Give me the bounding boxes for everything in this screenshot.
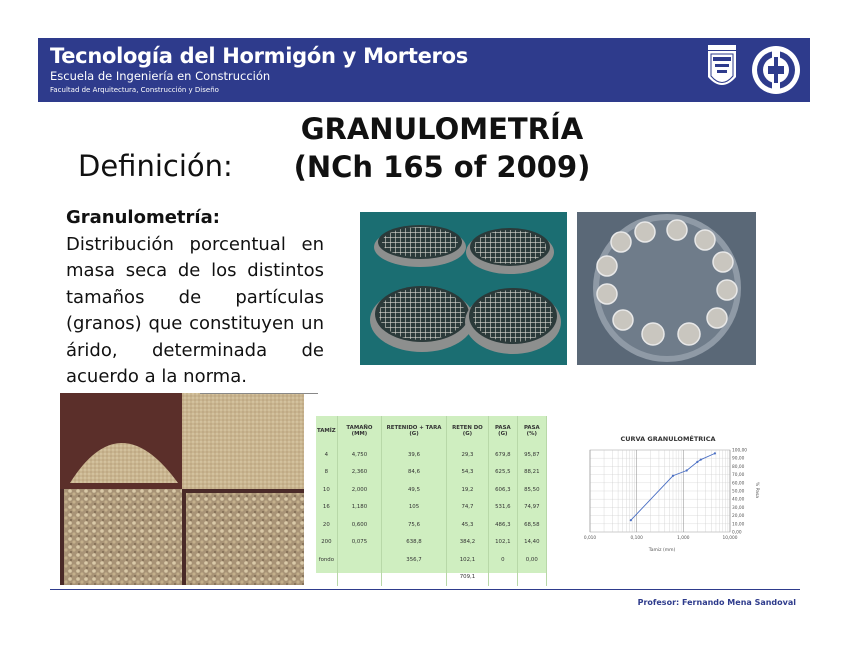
y-tick-label: 80,00 — [732, 464, 745, 470]
table-cell: 14,40 — [517, 534, 546, 552]
school-emblem-logo — [750, 43, 802, 97]
table-cell: 29,3 — [446, 446, 488, 464]
table-cell — [337, 569, 381, 587]
table-cell: 356,7 — [382, 551, 447, 569]
sample-tray-photo — [577, 212, 756, 365]
granulometry-table — [316, 416, 547, 581]
table-cell: 49,5 — [382, 481, 447, 499]
table-row — [316, 499, 547, 517]
data-point — [686, 469, 688, 471]
y-tick-label: 40,00 — [732, 497, 745, 503]
table-row — [316, 569, 547, 587]
data-point — [700, 459, 702, 461]
header-retenido-tara: RETENIDO + TARA (G) — [382, 416, 447, 446]
data-point — [714, 452, 716, 454]
y-tick-label: 70,00 — [732, 473, 745, 479]
title-line-2: (NCh 165 of 2009) — [293, 150, 591, 184]
school-name: Escuela de Ingeniería en Construcción — [50, 69, 271, 83]
definition-text: Distribución porcentual en masa seca de los distintos tamaños de partículas (granos) que constituyen un árido, determinada de acuerdo a la norma. — [66, 233, 324, 387]
y-tick-label: 0,00 — [732, 530, 742, 536]
chart-x-label: Tamiz (mm) — [648, 548, 676, 553]
x-tick-label: 0,010 — [583, 536, 597, 541]
table-cell: 88,21 — [517, 464, 546, 482]
table-cell: 638,8 — [382, 534, 447, 552]
table-header-row — [316, 416, 547, 446]
table-cell — [337, 551, 381, 569]
data-point — [672, 475, 674, 477]
table-cell — [489, 569, 518, 587]
table-cell: 606,3 — [489, 481, 518, 499]
y-tick-label: 10,00 — [732, 522, 745, 528]
chart-x-ticks — [584, 535, 738, 541]
table-row — [316, 516, 547, 534]
table-cell: fondo — [316, 551, 337, 569]
table-cell — [382, 569, 447, 587]
table-cell: 16 — [316, 499, 337, 517]
university-shield-logo — [704, 43, 740, 97]
table-cell: 200 — [316, 534, 337, 552]
table-cell: 2,360 — [337, 464, 381, 482]
chart-title: CURVA GRANULOMÉTRICA — [620, 435, 716, 443]
table-cell: 105 — [382, 499, 447, 517]
header-tamano: TAMAÑO (MM) — [337, 416, 381, 446]
footer-divider — [50, 589, 800, 590]
definition-block — [66, 205, 324, 391]
table-cell: 0,600 — [337, 516, 381, 534]
table-row — [316, 446, 547, 464]
y-tick-label: 20,00 — [732, 514, 745, 520]
table-cell — [316, 569, 337, 587]
x-tick-label: 1,000 — [677, 536, 690, 541]
table-cell: 0 — [489, 551, 518, 569]
table-cell: 4,750 — [337, 446, 381, 464]
table-row — [316, 481, 547, 499]
table-cell: 531,6 — [489, 499, 518, 517]
table-cell: 68,58 — [517, 516, 546, 534]
title-line-1: GRANULOMETRÍA — [300, 112, 584, 146]
table-cell: 679,8 — [489, 446, 518, 464]
table-cell: 102,1 — [446, 551, 488, 569]
faculty-name: Facultad de Arquitectura, Construcción y Diseño — [50, 86, 219, 94]
header-banner — [38, 38, 810, 102]
table-cell: 625,5 — [489, 464, 518, 482]
y-tick-label: 50,00 — [732, 489, 745, 495]
divider-line — [200, 393, 318, 394]
header-retenido: RETEN DO (G) — [446, 416, 488, 446]
grading-curve-chart — [578, 430, 760, 560]
y-tick-label: 100,00 — [732, 448, 748, 454]
table-cell: 0,075 — [337, 534, 381, 552]
y-tick-label: 90,00 — [732, 456, 745, 462]
aggregate-samples-photo — [60, 393, 304, 585]
table-cell: 75,6 — [382, 516, 447, 534]
table-cell: 8 — [316, 464, 337, 482]
data-point — [696, 461, 698, 463]
table-cell: 10 — [316, 481, 337, 499]
table-cell — [517, 569, 546, 587]
chart-y-ticks — [732, 448, 747, 536]
y-tick-label: 30,00 — [732, 505, 745, 511]
table-cell: 84,6 — [382, 464, 447, 482]
definition-term: Granulometría: — [66, 207, 220, 228]
table-cell: 486,3 — [489, 516, 518, 534]
sieves-photo — [360, 212, 567, 365]
table-cell: 95,87 — [517, 446, 546, 464]
definition-label: Definición: — [78, 149, 233, 183]
course-title: Tecnología del Hormigón y Morteros — [50, 44, 468, 68]
table-cell: 4 — [316, 446, 337, 464]
table-cell: 709,1 — [446, 569, 488, 587]
table-cell: 2,000 — [337, 481, 381, 499]
table-row — [316, 464, 547, 482]
header-pasa-g: PASA (G) — [489, 416, 518, 446]
header-pasa-pct: PASA (%) — [517, 416, 546, 446]
x-tick-label: 10,000 — [722, 536, 738, 541]
table-cell: 74,7 — [446, 499, 488, 517]
table-cell: 54,3 — [446, 464, 488, 482]
chart-y-label: % Pasa — [754, 481, 759, 499]
table-row — [316, 551, 547, 569]
x-tick-label: 0,100 — [630, 536, 643, 541]
table-cell: 102,1 — [489, 534, 518, 552]
table-cell: 1,180 — [337, 499, 381, 517]
results-table — [316, 416, 547, 586]
table-cell: 45,3 — [446, 516, 488, 534]
data-point — [630, 519, 632, 521]
table-cell: 0,00 — [517, 551, 546, 569]
chart-grid — [590, 450, 730, 532]
table-cell: 20 — [316, 516, 337, 534]
header-tamiz: TAMÍZ — [316, 416, 337, 446]
professor-credit: Profesor: Fernando Mena Sandoval — [637, 598, 796, 607]
table-cell: 19,2 — [446, 481, 488, 499]
table-cell: 384,2 — [446, 534, 488, 552]
slide-title — [262, 110, 622, 186]
table-row — [316, 534, 547, 552]
table-cell: 39,6 — [382, 446, 447, 464]
y-tick-label: 60,00 — [732, 481, 745, 487]
table-cell: 85,50 — [517, 481, 546, 499]
table-cell: 74,97 — [517, 499, 546, 517]
